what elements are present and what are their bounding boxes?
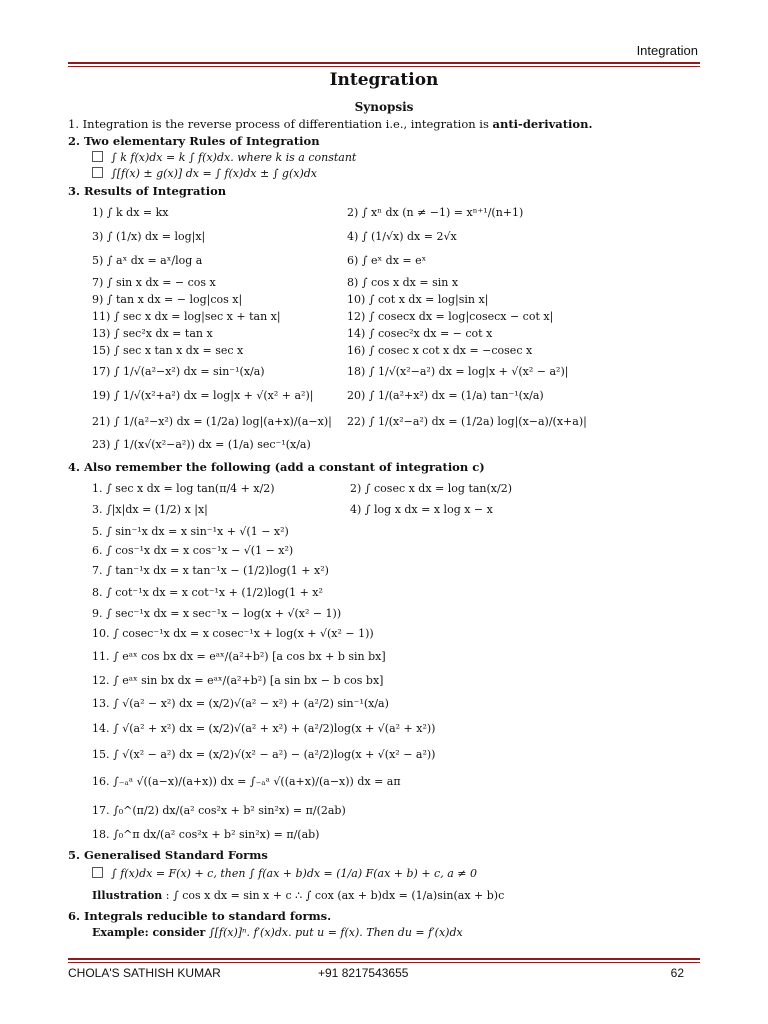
generalised-form	[92, 867, 477, 881]
example-label: Example: consider	[92, 926, 206, 939]
section-5-heading: 5. Generalised Standard Forms	[68, 848, 268, 862]
header-rule	[68, 62, 700, 64]
formula-item: 15. ∫ √(x² − a²) dx = (x/2)√(x² − a²) − (a²/2)log(x + √(x² − a²))	[92, 748, 436, 761]
formula-right: 16) ∫ cosec x cot x dx = −cosec x	[347, 344, 533, 357]
formula-item: 3. ∫|x|dx = (1/2) x |x|	[92, 503, 208, 516]
formula-left: 21) ∫ 1/(a²−x²) dx = (1/2a) log|(a+x)/(a−x)|	[92, 415, 332, 428]
formula-item: 7. ∫ tan⁻¹x dx = x tan⁻¹x − (1/2)log(1 + x²)	[92, 564, 329, 577]
formula-right: 4) ∫ (1/√x) dx = 2√x	[347, 230, 457, 243]
footer-rule	[68, 958, 700, 960]
section-3-heading: 3. Results of Integration	[68, 184, 227, 198]
point-1	[68, 117, 592, 131]
generalised-form-text: ∫ f(x)dx = F(x) + c, then ∫ f(ax + b)dx = (1/a) F(ax + b) + c, a ≠ 0	[111, 867, 477, 880]
checkbox-icon	[92, 867, 103, 878]
formula-item: 5. ∫ sin⁻¹x dx = x sin⁻¹x + √(1 − x²)	[92, 525, 289, 538]
footer-rule-thin	[68, 962, 700, 963]
formula-left: 5) ∫ aˣ dx = aˣ/log a	[92, 254, 203, 267]
checkbox-icon	[92, 167, 103, 178]
formula-right: 6) ∫ eˣ dx = eˣ	[347, 254, 427, 267]
formula-left: 7) ∫ sin x dx = − cos x	[92, 276, 216, 289]
formula-left: 11) ∫ sec x dx = log|sec x + tan x|	[92, 310, 281, 323]
page-title: Integration	[329, 70, 439, 90]
formula-item: 2) ∫ cosec x dx = log tan(x/2)	[350, 482, 512, 495]
example-text: ∫[f(x)]ⁿ. f′(x)dx. put u = f(x). Then du = f′(x)dx	[205, 926, 463, 939]
example-line	[92, 926, 463, 940]
illustration-label: Illustration	[92, 889, 163, 902]
formula-left: 9) ∫ tan x dx = − log|cos x|	[92, 293, 243, 306]
formula-right: 22) ∫ 1/(x²−a²) dx = (1/2a) log|(x−a)/(x+a)|	[347, 415, 587, 428]
section-2-heading: 2. Two elementary Rules of Integration	[68, 134, 320, 148]
formula-right: 8) ∫ cos x dx = sin x	[347, 276, 459, 289]
formula-right: 20) ∫ 1/(a²+x²) dx = (1/a) tan⁻¹(x/a)	[347, 389, 544, 402]
formula-left: 15) ∫ sec x tan x dx = sec x	[92, 344, 244, 357]
formula-right: 14) ∫ cosec²x dx = − cot x	[347, 327, 493, 340]
formula-left: 17) ∫ 1/√(a²−x²) dx = sin⁻¹(x/a)	[92, 365, 265, 378]
formula-item: 4) ∫ log x dx = x log x − x	[350, 503, 493, 516]
formula-item: 10. ∫ cosec⁻¹x dx = x cosec⁻¹x + log(x + √(x² − 1))	[92, 627, 374, 640]
footer-author: CHOLA'S SATHISH KUMAR	[68, 966, 221, 980]
formula-item: 18. ∫₀^π dx/(a² cos²x + b² sin²x) = π/(ab)	[92, 828, 320, 841]
formula-item: 8. ∫ cot⁻¹x dx = x cot⁻¹x + (1/2)log(1 + x²	[92, 586, 323, 599]
formula-item: 6. ∫ cos⁻¹x dx = x cos⁻¹x − √(1 − x²)	[92, 544, 294, 557]
formula-right: 18) ∫ 1/√(x²−a²) dx = log|x + √(x² − a²)|	[347, 365, 569, 378]
rule-item	[92, 167, 317, 181]
page-number: 62	[670, 966, 684, 980]
point-1-text: 1. Integration is the reverse process of differentiation i.e., integration is	[68, 117, 493, 131]
running-header: Integration	[636, 43, 698, 58]
header-rule-thin	[68, 66, 700, 67]
formula-item: 16. ∫₋ₐᵃ √((a−x)/(a+x)) dx = ∫₋ₐᵃ √((a+x)/(a−x)) dx = aπ	[92, 775, 401, 788]
formula-left: 19) ∫ 1/√(x²+a²) dx = log|x + √(x² + a²)|	[92, 389, 314, 402]
formula-item: 12. ∫ eᵃˣ sin bx dx = eᵃˣ/(a²+b²) [a sin bx − b cos bx]	[92, 674, 384, 687]
rule-item	[92, 151, 356, 165]
formula-right: 10) ∫ cot x dx = log|sin x|	[347, 293, 489, 306]
illustration-text: : ∫ cos x dx = sin x + c ∴ ∫ cox (ax + b)dx = (1/a)sin(ax + b)c	[162, 889, 505, 902]
footer-phone: +91 8217543655	[318, 966, 409, 980]
formula-item: 9. ∫ sec⁻¹x dx = x sec⁻¹x − log(x + √(x² − 1))	[92, 607, 342, 620]
formula-left: 1) ∫ k dx = kx	[92, 206, 169, 219]
section-6-heading: 6. Integrals reducible to standard forms.	[68, 909, 332, 923]
rule-text: ∫[f(x) ± g(x)] dx = ∫ f(x)dx ± ∫ g(x)dx	[111, 167, 318, 180]
formula-item: 11. ∫ eᵃˣ cos bx dx = eᵃˣ/(a²+b²) [a cos bx + b sin bx]	[92, 650, 386, 663]
rule-text: ∫ k f(x)dx = k ∫ f(x)dx. where k is a constant	[111, 151, 357, 164]
formula-left: 23) ∫ 1/(x√(x²−a²)) dx = (1/a) sec⁻¹(x/a)	[92, 438, 311, 451]
point-1-bold: anti-derivation.	[492, 117, 593, 131]
synopsis-heading: Synopsis	[354, 100, 414, 114]
formula-item: 1. ∫ sec x dx = log tan(π/4 + x/2)	[92, 482, 275, 495]
formula-item: 13. ∫ √(a² − x²) dx = (x/2)√(a² − x²) + (a²/2) sin⁻¹(x/a)	[92, 697, 389, 710]
section-4-heading: 4. Also remember the following (add a constant of integration c)	[68, 460, 485, 474]
formula-right: 2) ∫ xⁿ dx (n ≠ −1) = xⁿ⁺¹/(n+1)	[347, 206, 524, 219]
formula-right: 12) ∫ cosecx dx = log|cosecx − cot x|	[347, 310, 554, 323]
formula-left: 13) ∫ sec²x dx = tan x	[92, 327, 213, 340]
formula-left: 3) ∫ (1/x) dx = log|x|	[92, 230, 206, 243]
illustration-line	[92, 889, 504, 903]
formula-item: 17. ∫₀^(π/2) dx/(a² cos²x + b² sin²x) = π/(2ab)	[92, 804, 346, 817]
formula-item: 14. ∫ √(a² + x²) dx = (x/2)√(a² + x²) + (a²/2)log(x + √(a² + x²))	[92, 722, 436, 735]
checkbox-icon	[92, 151, 103, 162]
